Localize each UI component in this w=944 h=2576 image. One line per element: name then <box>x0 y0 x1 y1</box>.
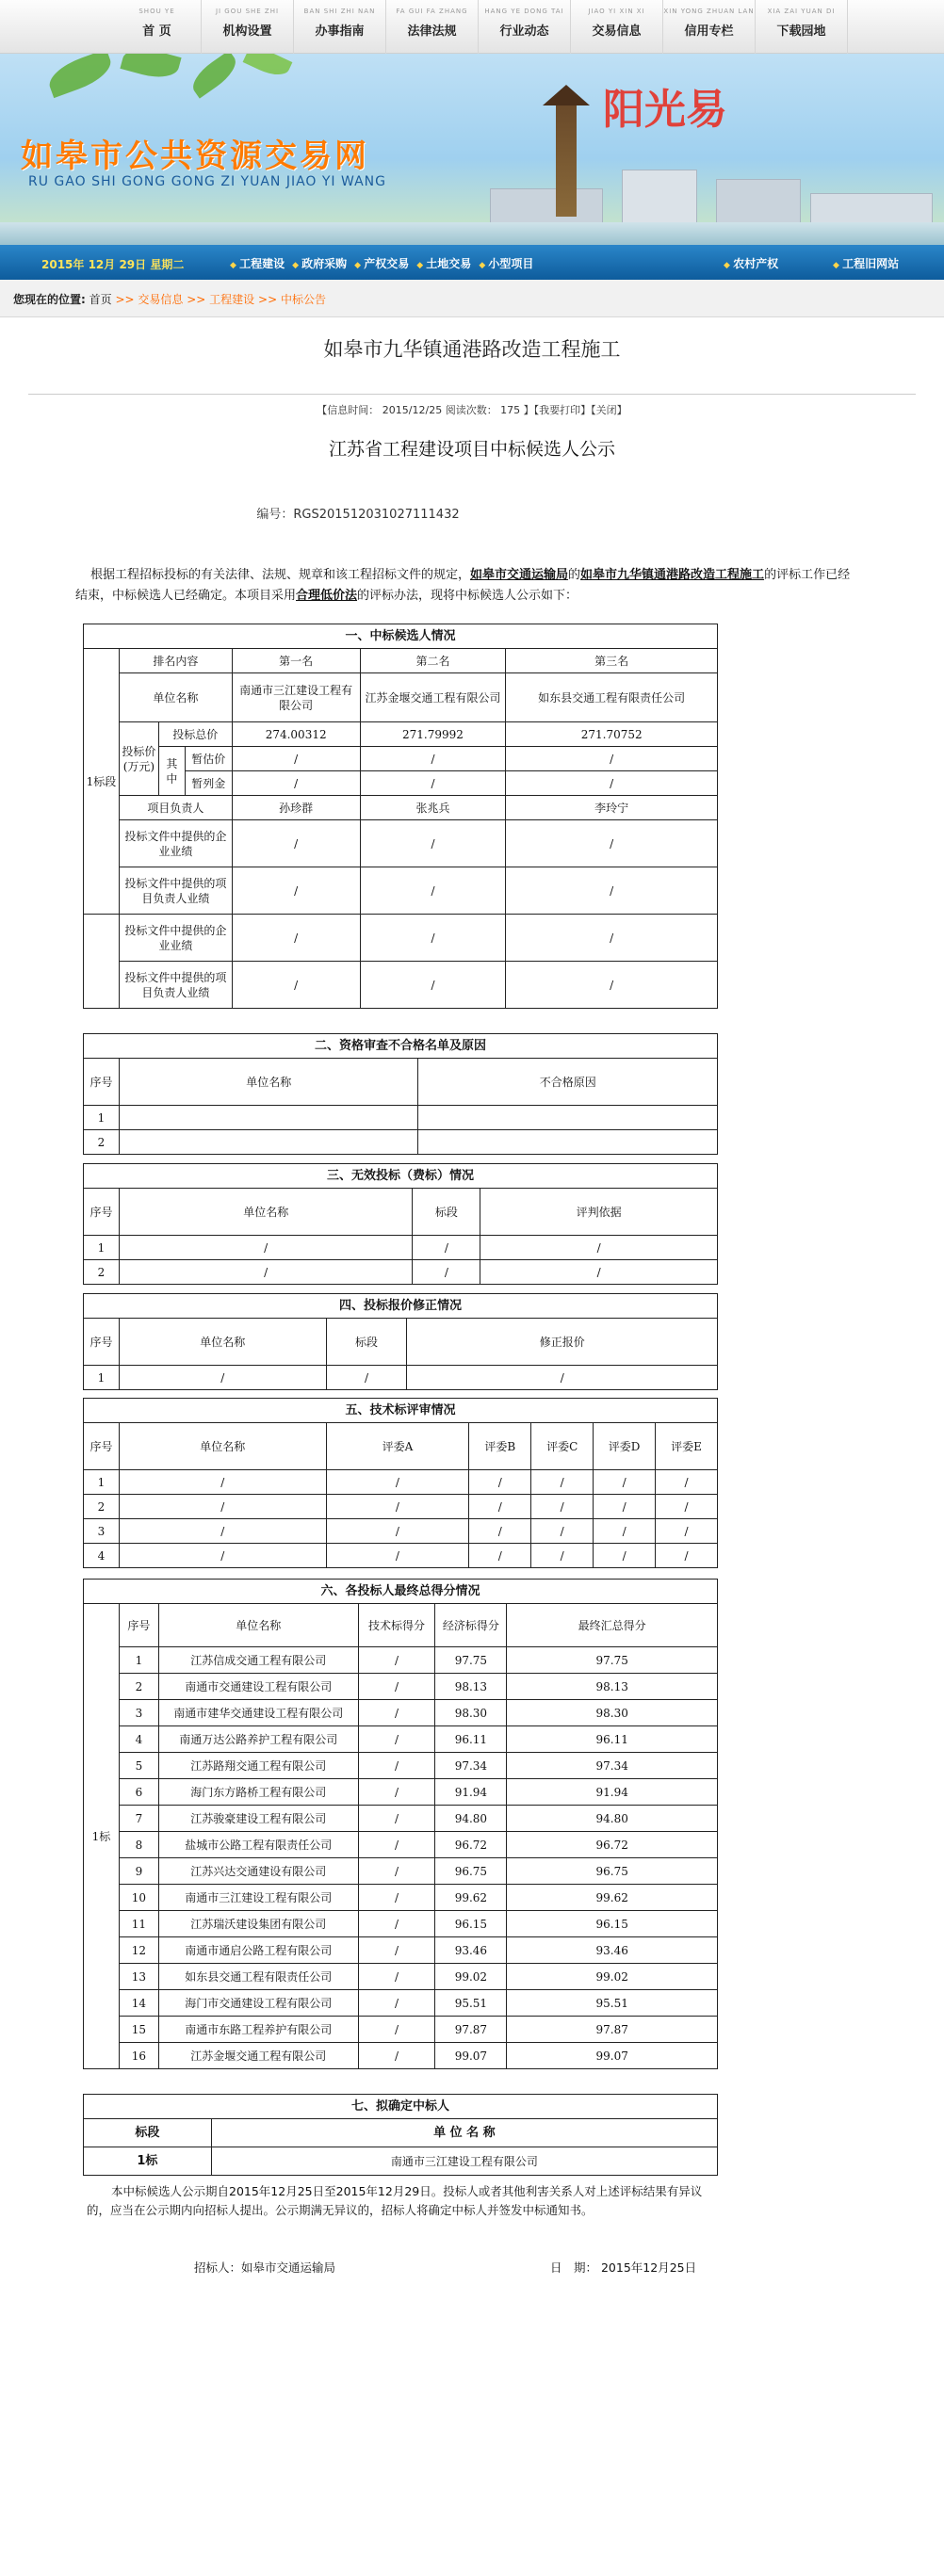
row-final: 95.51 <box>507 1990 718 2017</box>
table-row <box>84 1779 718 1806</box>
row-no: 5 <box>119 1753 158 1779</box>
tenderer-sign: 招标人：如皋市交通运输局 <box>194 2260 336 2275</box>
slash: / <box>360 962 506 1009</box>
nav-label: 信用专栏 <box>684 24 734 39</box>
total-3: 271.70752 <box>506 722 718 747</box>
pm-1: 孙珍群 <box>232 796 360 820</box>
row-final: 96.11 <box>507 1726 718 1753</box>
nav-label: 交易信息 <box>592 24 642 39</box>
nav-pinyin: JI GOU SHE ZHI <box>215 8 280 15</box>
col-tech: 技术标得分 <box>358 1604 435 1647</box>
row-tech: / <box>358 1832 435 1858</box>
nav-pinyin: JIAO YI XIN XI <box>588 8 645 15</box>
slash: / <box>232 867 360 915</box>
slash: / <box>119 1260 413 1285</box>
row-no: 2 <box>119 1674 158 1700</box>
row-no: 7 <box>119 1806 158 1832</box>
row-unit: 江苏瑞沃建设集团有限公司 <box>158 1911 358 1937</box>
nav-item[interactable] <box>571 0 663 54</box>
row-tech: / <box>358 1753 435 1779</box>
row-no: 12 <box>119 1937 158 1964</box>
row-final: 98.30 <box>507 1700 718 1726</box>
section1-title: 一、中标候选人情况 <box>84 624 718 649</box>
slash: / <box>407 1366 718 1390</box>
pm-label: 项目负责人 <box>119 796 232 820</box>
slash: / <box>656 1495 718 1519</box>
slash: / <box>656 1544 718 1568</box>
row-econ: 96.15 <box>435 1911 507 1937</box>
row-no: 4 <box>119 1726 158 1753</box>
section4-title: 四、投标报价修正情况 <box>84 1294 718 1319</box>
row-no: 1 <box>84 1470 120 1495</box>
nav-item[interactable] <box>663 0 756 54</box>
intro-text-2: 的 <box>568 568 581 582</box>
row-no: 4 <box>84 1544 120 1568</box>
row-final: 96.72 <box>507 1832 718 1858</box>
col-unit: 单 位 名 称 <box>211 2119 717 2147</box>
slash: / <box>480 1260 718 1285</box>
col-lot: 标段 <box>84 2119 212 2147</box>
publicity-note: 本中标候选人公示期自2015年12月25日至2015年12月29日。投标人或者其他利害关系人对上述评标结果有异议的，应当在公示期内向招标人提出。公示期满无异议的，招标人将确定中标人并签发中标通知书。 <box>87 2184 703 2217</box>
disqualified-table <box>83 1033 718 1155</box>
row-no: 2 <box>84 1260 120 1285</box>
row-tech: / <box>358 1700 435 1726</box>
slash: / <box>506 867 718 915</box>
nav-item[interactable] <box>386 0 479 54</box>
row-final: 97.87 <box>507 2017 718 2043</box>
project-name: 如皋市九华镇通港路改造工程施工 <box>580 568 765 582</box>
slash: / <box>506 915 718 962</box>
slash: / <box>594 1495 656 1519</box>
row-no: 11 <box>119 1911 158 1937</box>
nav-pinyin: BAN SHI ZHI NAN <box>303 8 376 15</box>
row-no: 2 <box>84 1495 120 1519</box>
row-tech: / <box>358 1674 435 1700</box>
prov-label: 暂列金 <box>185 771 232 796</box>
row-no: 13 <box>119 1964 158 1990</box>
slash: / <box>506 820 718 867</box>
col-no: 序号 <box>84 1423 120 1470</box>
row-tech: / <box>358 1858 435 1885</box>
col-unit: 单位名称 <box>119 1423 326 1470</box>
old-site-link[interactable]: ◆ 工程旧网站 <box>833 255 899 271</box>
row-econ: 97.87 <box>435 2017 507 2043</box>
row-unit: 南通市交通建设工程有限公司 <box>158 1674 358 1700</box>
col-judge-a: 评委A <box>326 1423 469 1470</box>
section2-title: 二、资格审查不合格名单及原因 <box>84 1034 718 1059</box>
col-econ: 经济标得分 <box>435 1604 507 1647</box>
slash: / <box>119 1236 413 1260</box>
breadcrumb-label: 您现在的位置: <box>13 293 86 306</box>
slash: / <box>232 747 360 771</box>
table-row <box>84 2017 718 2043</box>
table-row <box>84 1832 718 1858</box>
row-no: 14 <box>119 1990 158 2017</box>
divider <box>28 394 916 395</box>
row-unit: 南通市通启公路工程有限公司 <box>158 1937 358 1964</box>
section6-lot: 1标 <box>84 1604 120 2069</box>
nav-item[interactable] <box>202 0 294 54</box>
row-no: 3 <box>84 1519 120 1544</box>
row-econ: 98.13 <box>435 1674 507 1700</box>
row-no: 1 <box>84 1366 120 1390</box>
row-no: 1 <box>119 1647 158 1674</box>
slash: / <box>360 867 506 915</box>
rank-3: 第三名 <box>506 649 718 673</box>
row-no: 9 <box>119 1858 158 1885</box>
pagoda-image <box>556 105 577 217</box>
slash: / <box>506 747 718 771</box>
row-tech: / <box>358 1779 435 1806</box>
current-date: 2015年 12月 29日 星期二 <box>41 258 185 271</box>
price-correction-table <box>83 1293 718 1390</box>
winner-table <box>83 2094 718 2176</box>
price-label: 投标价(万元) <box>119 722 158 796</box>
row-final: 96.75 <box>507 1858 718 1885</box>
total-2: 271.79992 <box>360 722 506 747</box>
slash: / <box>360 820 506 867</box>
slash: / <box>119 1470 326 1495</box>
nav-label: 法律法规 <box>407 24 457 39</box>
row-unit: 江苏路翔交通工程有限公司 <box>158 1753 358 1779</box>
sunshine-logo: 阳光易 <box>603 86 727 134</box>
slash: / <box>656 1519 718 1544</box>
nav-pinyin: HANG YE DONG TAI <box>484 8 564 15</box>
table-row <box>84 1647 718 1674</box>
unit-1: 南通市三江建设工程有限公司 <box>232 673 360 722</box>
pm-2: 张兆兵 <box>360 796 506 820</box>
nav-pinyin: FA GUI FA ZHANG <box>396 8 468 15</box>
row-econ: 97.34 <box>435 1753 507 1779</box>
breadcrumb <box>0 280 944 317</box>
row-tech: / <box>358 1885 435 1911</box>
site-banner <box>0 54 944 245</box>
col-unit: 单位名称 <box>158 1604 358 1647</box>
nav-item[interactable] <box>479 0 571 54</box>
row-no: 8 <box>119 1832 158 1858</box>
table-row <box>84 1726 718 1753</box>
row-unit: 江苏金堰交通工程有限公司 <box>158 2043 358 2069</box>
notice-title: 江苏省工程建设项目中标候选人公示 <box>328 439 615 460</box>
final-score-table <box>83 1579 718 2069</box>
col-judge-c: 评委C <box>531 1423 594 1470</box>
row-tech: / <box>358 1806 435 1832</box>
technical-review-table <box>83 1398 718 1568</box>
rank-1: 第一名 <box>232 649 360 673</box>
row-final: 96.15 <box>507 1911 718 1937</box>
table-row <box>84 1885 718 1911</box>
breadcrumb-home[interactable]: 首页 <box>89 293 112 306</box>
row-unit: 江苏骏豪建设工程有限公司 <box>158 1806 358 1832</box>
unit-2: 江苏金堰交通工程有限公司 <box>360 673 506 722</box>
row-econ: 93.46 <box>435 1937 507 1964</box>
col-unit: 单位名称 <box>119 1189 413 1236</box>
top-nav <box>0 0 944 54</box>
row-unit: 盐城市公路工程有限责任公司 <box>158 1832 358 1858</box>
candidates-table <box>83 624 718 1009</box>
slash: / <box>594 1519 656 1544</box>
row-final: 99.02 <box>507 1964 718 1990</box>
table-row <box>84 1674 718 1700</box>
row-unit: 江苏信成交通工程有限公司 <box>158 1647 358 1674</box>
winner-name: 南通市三江建设工程有限公司 <box>211 2147 717 2176</box>
row-no: 6 <box>119 1779 158 1806</box>
nav-label: 机构设置 <box>222 24 272 39</box>
slash: / <box>656 1470 718 1495</box>
table-row <box>84 1858 718 1885</box>
slash: / <box>326 1470 469 1495</box>
row-unit: 江苏兴达交通建设有限公司 <box>158 1858 358 1885</box>
subnav-link[interactable]: ◆ 土地交易 <box>416 255 471 271</box>
slash: / <box>326 1544 469 1568</box>
row-econ: 99.02 <box>435 1964 507 1990</box>
col-no: 序号 <box>84 1059 120 1106</box>
section5-title: 五、技术标评审情况 <box>84 1399 718 1423</box>
row-econ: 99.07 <box>435 2043 507 2069</box>
table-row <box>84 1470 718 1495</box>
table-row <box>84 1990 718 2017</box>
company-performance-label: 投标文件中提供的企业业绩 <box>119 820 232 867</box>
pm-3: 李玲宁 <box>506 796 718 820</box>
row-no: 2 <box>84 1130 120 1155</box>
slash: / <box>531 1544 594 1568</box>
col-judge-e: 评委E <box>656 1423 718 1470</box>
slash: / <box>119 1495 326 1519</box>
slash: / <box>326 1519 469 1544</box>
row-unit: 海门东方路桥工程有限公司 <box>158 1779 358 1806</box>
section1-lot: 1标段 <box>84 649 120 915</box>
col-judge-d: 评委D <box>594 1423 656 1470</box>
company-performance-label: 投标文件中提供的企业业绩 <box>119 915 232 962</box>
row-tech: / <box>358 1726 435 1753</box>
row-no: 15 <box>119 2017 158 2043</box>
row-econ: 96.72 <box>435 1832 507 1858</box>
intro-paragraph <box>75 565 857 607</box>
sub-nav <box>0 245 944 280</box>
table-row <box>84 2043 718 2069</box>
page-title: 如皋市九华镇通港路改造工程施工 <box>323 338 621 361</box>
nav-item[interactable] <box>294 0 386 54</box>
table-row <box>84 1964 718 1990</box>
row-econ: 96.75 <box>435 1858 507 1885</box>
invalid-bid-table <box>83 1163 718 1285</box>
row-final: 91.94 <box>507 1779 718 1806</box>
section3-title: 三、无效投标（费标）情况 <box>84 1164 718 1189</box>
rank-label: 排名内容 <box>119 649 232 673</box>
slash: / <box>531 1519 594 1544</box>
slash: / <box>360 747 506 771</box>
col-no: 序号 <box>119 1604 158 1647</box>
table-row <box>84 1700 718 1726</box>
slash: / <box>232 771 360 796</box>
row-econ: 95.51 <box>435 1990 507 2017</box>
intro-text-1: 根据工程招标投标的有关法律、法规、规章和该工程招标文件的规定， <box>90 568 471 582</box>
row-econ: 91.94 <box>435 1779 507 1806</box>
col-judge-b: 评委B <box>469 1423 531 1470</box>
row-final: 93.46 <box>507 1937 718 1964</box>
site-subtitle: RU GAO SHI GONG GONG ZI YUAN JIAO YI WANG <box>28 174 386 189</box>
col-no: 序号 <box>84 1189 120 1236</box>
est-label: 暂估价 <box>185 747 232 771</box>
table-row <box>84 1753 718 1779</box>
slash: / <box>232 962 360 1009</box>
row-tech: / <box>358 1937 435 1964</box>
table-row <box>84 1519 718 1544</box>
slash: / <box>594 1544 656 1568</box>
row-tech: / <box>358 2043 435 2069</box>
pm-performance-label: 投标文件中提供的项目负责人业绩 <box>119 867 232 915</box>
row-unit: 南通市东路工程养护有限公司 <box>158 2017 358 2043</box>
table-row <box>84 1806 718 1832</box>
row-unit: 如东县交通工程有限责任公司 <box>158 1964 358 1990</box>
breadcrumb-trade-info[interactable]: >> 交易信息 <box>115 293 184 306</box>
nav-label: 首 页 <box>142 24 171 39</box>
row-unit: 南通市建华交通建设工程有限公司 <box>158 1700 358 1726</box>
slash: / <box>119 1519 326 1544</box>
site-title: 如皋市公共资源交易网 <box>21 138 369 175</box>
slash: / <box>594 1470 656 1495</box>
row-tech: / <box>358 1911 435 1937</box>
slash: / <box>360 915 506 962</box>
total-label: 投标总价 <box>158 722 232 747</box>
slash: / <box>531 1495 594 1519</box>
page-meta: 【信息时间： 2015/12/25 阅读次数： 175 】【我要打印】【关闭】 <box>317 404 627 416</box>
nav-item[interactable] <box>756 0 848 54</box>
row-no: 10 <box>119 1885 158 1911</box>
row-econ: 97.75 <box>435 1647 507 1674</box>
row-no: 16 <box>119 2043 158 2069</box>
slash: / <box>413 1236 480 1260</box>
intro-text-4: 的评标办法，现将中标候选人公示如下： <box>357 589 578 603</box>
nav-label: 行业动态 <box>499 24 549 39</box>
row-tech: / <box>358 2017 435 2043</box>
unit-3: 如东县交通工程有限责任公司 <box>506 673 718 722</box>
total-1: 274.00312 <box>232 722 360 747</box>
notice-code: 编号：RGS20151203102711143​2 <box>256 508 460 522</box>
subnav-link[interactable]: ◆ 工程建设 <box>230 255 285 271</box>
nav-pinyin: XIA ZAI YUAN DI <box>767 8 836 15</box>
slash: / <box>119 1544 326 1568</box>
row-final: 99.62 <box>507 1885 718 1911</box>
row-unit: 南通市三江建设工程有限公司 <box>158 1885 358 1911</box>
slash: / <box>232 820 360 867</box>
row-unit: 海门市交通建设工程有限公司 <box>158 1990 358 2017</box>
slash: / <box>531 1470 594 1495</box>
subnav-link[interactable]: ◆ 政府采购 <box>292 255 347 271</box>
row-no: 3 <box>119 1700 158 1726</box>
row-econ: 98.30 <box>435 1700 507 1726</box>
slash: / <box>326 1495 469 1519</box>
col-reason: 不合格原因 <box>418 1059 718 1106</box>
slash: / <box>506 962 718 1009</box>
slash: / <box>232 915 360 962</box>
row-final: 97.34 <box>507 1753 718 1779</box>
slash: / <box>413 1260 480 1285</box>
col-lot: 标段 <box>326 1319 407 1366</box>
table-row <box>84 1911 718 1937</box>
unit-label: 单位名称 <box>119 673 232 722</box>
section7-title: 七、拟确定中标人 <box>84 2095 718 2119</box>
slash: / <box>469 1544 531 1568</box>
slash: / <box>119 1366 326 1390</box>
breadcrumb-construction[interactable]: >> 工程建设 <box>187 293 255 306</box>
row-econ: 96.11 <box>435 1726 507 1753</box>
row-tech: / <box>358 1964 435 1990</box>
slash: / <box>480 1236 718 1260</box>
evaluation-method: 合理低价法 <box>296 589 358 603</box>
nav-pinyin: SHOU YE <box>138 8 175 15</box>
slash: / <box>469 1519 531 1544</box>
row-no: 1 <box>84 1106 120 1130</box>
slash: / <box>469 1495 531 1519</box>
other-label: 其中 <box>158 747 185 796</box>
slash: / <box>360 771 506 796</box>
table-row <box>84 1495 718 1519</box>
table-row <box>84 1544 718 1568</box>
subnav-link[interactable]: ◆ 小型项目 <box>479 255 533 271</box>
col-lot: 标段 <box>413 1189 480 1236</box>
row-final: 98.13 <box>507 1674 718 1700</box>
sign-date: 日 期： 2015年12月25日 <box>550 2260 697 2275</box>
row-tech: / <box>358 1647 435 1674</box>
winner-lot: 1标 <box>84 2147 212 2176</box>
nav-label: 下载园地 <box>776 24 826 39</box>
slash: / <box>506 771 718 796</box>
pm-performance-label: 投标文件中提供的项目负责人业绩 <box>119 962 232 1009</box>
col-final: 最终汇总得分 <box>507 1604 718 1647</box>
section6-title: 六、各投标人最终总得分情况 <box>84 1580 718 1604</box>
tenderer-name: 如皋市交通运输局 <box>470 568 569 582</box>
row-econ: 94.80 <box>435 1806 507 1832</box>
row-unit: 南通万达公路养护工程有限公司 <box>158 1726 358 1753</box>
row-final: 94.80 <box>507 1806 718 1832</box>
col-unit: 单位名称 <box>119 1319 326 1366</box>
rank-2: 第二名 <box>360 649 506 673</box>
breadcrumb-award[interactable]: >> 中标公告 <box>258 293 326 306</box>
intro-text-3: 的评标工作已经结束，中标候选人已经确定。本项目采用 <box>75 568 851 603</box>
slash: / <box>469 1470 531 1495</box>
row-econ: 99.62 <box>435 1885 507 1911</box>
col-corrected-price: 修正报价 <box>407 1319 718 1366</box>
row-final: 99.07 <box>507 2043 718 2069</box>
col-no: 序号 <box>84 1319 120 1366</box>
col-unit: 单位名称 <box>119 1059 418 1106</box>
col-basis: 评判依据 <box>480 1189 718 1236</box>
rural-property-link[interactable]: ◆ 农村产权 <box>724 255 778 271</box>
nav-pinyin: XIN YONG ZHUAN LAN <box>663 8 755 15</box>
row-no: 1 <box>84 1236 120 1260</box>
row-tech: / <box>358 1990 435 2017</box>
nav-label: 办事指南 <box>315 24 365 39</box>
subnav-link[interactable]: ◆ 产权交易 <box>354 255 409 271</box>
nav-item[interactable] <box>113 0 202 54</box>
slash: / <box>326 1366 407 1390</box>
row-final: 97.75 <box>507 1647 718 1674</box>
table-row <box>84 1937 718 1964</box>
